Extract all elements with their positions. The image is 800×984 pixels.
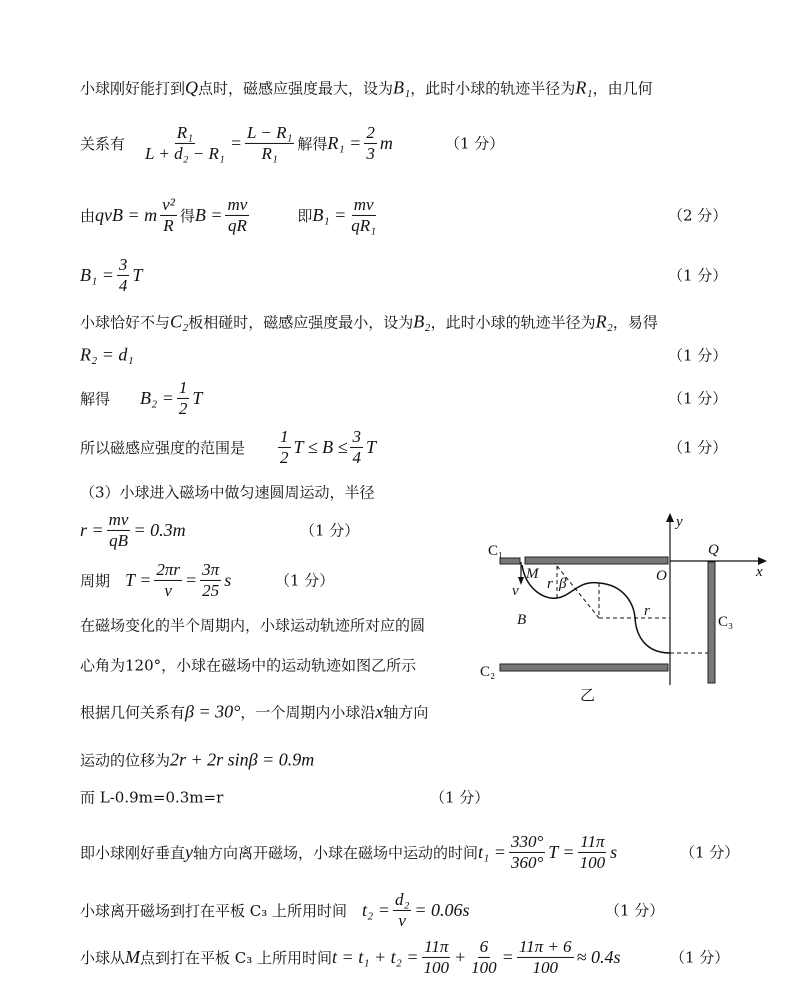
math-expression: M [125,946,141,967]
text-line [80,787,223,808]
text-line [80,123,393,163]
score-label: （2 分） [668,206,728,225]
fraction [160,195,177,235]
text-segment: 点时，磁感应强度最大，设为 [198,79,394,98]
label-m: M [526,566,539,582]
fraction-denominator: 4 [118,275,128,295]
math-expression: T = [548,841,575,862]
fraction-denominator: v [164,580,172,600]
figure-caption: 乙 [580,688,596,704]
fraction-numerator: 3 [118,254,128,274]
math-expression: qvB = m [95,204,158,225]
fraction [350,427,363,467]
fraction-denominator: L + d₂ − R₁ [145,143,225,163]
fraction-numerator: 3π [202,559,220,579]
fraction-numerator: 2πr [156,559,180,579]
math-expression: = 0.3m [133,519,186,540]
score-label: （1 分） [668,438,728,457]
math-expression: B₂ = [140,387,174,408]
math-expression: y [185,841,194,862]
text-segment: 板相碰时，磁感应强度最小，设为 [188,313,414,332]
text-line [80,937,620,977]
fraction-numerator: mv [353,194,374,214]
text-segment: 即 [252,206,313,225]
text-segment: 得 [179,206,195,225]
fraction-numerator: d₂ [394,889,410,909]
score-label: （1 分） [670,948,730,967]
fraction-numerator: 6 [479,936,489,956]
math-expression: B₂ [413,311,431,332]
text-line [80,750,314,771]
text-line [80,427,376,467]
fraction [107,510,131,550]
fraction-denominator: qR₁ [351,215,377,235]
math-expression: R₁ = [327,132,362,153]
fraction [177,378,190,418]
fraction-denominator: 100 [423,957,450,977]
text-segment: ，由几何 [592,79,653,98]
score-label: （1 分） [668,346,728,365]
fraction-denominator: 2 [178,398,188,418]
text-line [80,345,134,366]
math-expression: + [454,946,467,967]
text-segment: ，此时小球的轨迹半径为 [410,79,576,98]
fraction-numerator: mv [227,194,248,214]
fraction-denominator: 4 [352,447,361,467]
fraction [509,832,545,872]
text-segment: 关系有 [80,134,141,153]
math-expression: = [229,132,242,153]
fraction-denominator: 360° [510,852,544,872]
fraction-numerator: R₁ [176,122,194,142]
text-segment: 在磁场变化的半个周期内，小球运动轨迹所对应的圆 [80,616,426,635]
math-expression: R₁ [575,77,593,98]
fraction-numerator: 3 [352,426,361,446]
text-segment: 点到打在平板 C₃ 上所用时间 [140,948,333,967]
text-line [80,615,425,636]
math-expression: R₂ [595,311,613,332]
text-segment: 小球恰好不与 [80,313,171,332]
fraction-denominator: 100 [579,852,606,872]
math-expression: = [501,946,514,967]
plate-c3 [708,562,715,683]
label-v: v [512,583,519,599]
text-line [80,482,375,503]
fraction [278,427,291,467]
text-line [80,195,381,235]
text-line [80,378,202,418]
math-expression: = 0.06s [414,899,470,920]
label-c2: C₂ [480,664,496,680]
fraction [143,123,227,163]
label-c3: C₃ [718,614,734,630]
text-line [80,655,416,676]
math-expression: s [610,841,618,862]
score-label: （1 分） [275,571,335,590]
text-segment: ，此时小球的轨迹半径为 [430,313,596,332]
fraction [154,560,182,600]
fraction [469,937,499,977]
fraction-numerator: v² [162,194,175,214]
score-label: （1 分） [300,521,360,540]
text-segment: （3）小球进入磁场中做匀速圆周运动，半径 [80,483,375,502]
math-expression: m [379,132,393,153]
text-segment: ，一个周期内小球沿 [240,703,376,722]
fraction [364,123,377,163]
math-expression: B₁ [393,77,411,98]
text-segment: 解得 [80,389,141,408]
fraction-denominator: R [163,215,174,235]
label-x: x [756,564,763,580]
label-beta: β [559,576,567,592]
text-line [80,560,231,600]
score-label: （1 分） [430,788,490,807]
label-y: y [676,514,683,530]
math-expression: R₂ = d₁ [80,344,134,365]
fraction-numerator: 1 [280,426,289,446]
score-label: （1 分） [445,134,505,153]
fraction [200,560,221,600]
text-line [80,890,470,930]
fraction [245,123,294,163]
math-expression: = [185,569,198,590]
fraction [117,255,130,295]
text-segment: 由 [80,206,96,225]
text-segment: 运动的位移为 [80,751,171,770]
text-segment: ，易得 [612,313,658,332]
fraction-denominator: qB [109,530,129,550]
text-line [80,312,658,333]
fraction-denominator: 100 [471,957,497,977]
fraction-numerator: 11π + 6 [518,936,572,956]
fraction [225,195,249,235]
label-q: Q [708,542,719,558]
math-expression: T [192,387,203,408]
text-segment: 轴方向离开磁场，小球在磁场中运动的时间 [193,843,479,862]
math-expression: T ≤ B ≤ [293,436,348,457]
fraction-denominator: v [398,910,406,930]
math-expression: t₁ = [478,841,506,862]
text-segment: 小球刚好能打到 [80,79,186,98]
text-segment: 心角为120°，小球在磁场中的运动轨迹如图乙所示 [80,656,417,675]
text-segment: 而 L-0.9m=0.3m=r [80,788,224,807]
label-r1: r [547,576,553,592]
fraction-denominator: 25 [202,580,220,600]
math-expression: t = t₁ + t₂ = [332,946,419,967]
score-label: （1 分） [668,389,728,408]
math-expression: Q [185,77,199,98]
math-expression: C₂ [170,311,189,332]
text-line [80,702,428,723]
fraction-numerator: 11π [580,831,605,851]
text-segment: 小球离开磁场到打在平板 C₃ 上所用时间 [80,901,363,920]
math-expression: 2r + 2r sinβ = 0.9m [170,749,315,770]
plate-c1 [525,557,668,564]
score-label: （1 分） [668,266,728,285]
fraction [578,832,608,872]
text-segment: 解得 [297,134,328,153]
label-r2: r [644,603,650,619]
math-expression: B = [194,204,223,225]
math-expression: T = [125,569,152,590]
text-segment: 轴方向 [383,703,429,722]
fraction [517,937,574,977]
score-label: （1 分） [605,901,665,920]
fraction-denominator: 100 [532,957,558,977]
fraction-denominator: R₁ [261,143,278,163]
fraction [422,937,452,977]
text-line [80,255,142,295]
fraction [349,195,378,235]
plate-c2 [500,664,668,671]
math-expression: ≈ 0.4s [576,946,621,967]
math-expression: T [132,264,143,285]
score-label: （1 分） [680,843,740,862]
fraction-numerator: mv [108,509,129,529]
text-line [80,832,617,872]
fraction-denominator: 2 [280,447,289,467]
fraction-denominator: 3 [366,143,375,163]
math-expression: s [224,569,232,590]
fraction [393,890,411,930]
fraction-numerator: 1 [178,377,188,397]
math-expression: B₁ = [312,204,347,225]
text-line [80,78,653,99]
text-segment: 所以磁感应强度的范围是 [80,438,276,457]
text-segment: 即小球刚好垂直 [80,843,186,862]
math-expression: β = 30° [185,701,241,722]
fraction-numerator: 330° [510,831,544,851]
fraction-denominator: qR [227,215,247,235]
text-line [80,510,186,550]
math-expression: r = [80,519,104,540]
label-c1: C₁ [488,543,504,559]
math-expression: x [375,701,384,722]
math-expression: T [365,436,376,457]
text-segment: 周期 [80,571,126,590]
label-origin: O [656,568,667,584]
fraction-numerator: L − R₁ [246,122,293,142]
text-segment: 小球从 [80,948,126,967]
label-b: B [517,612,527,628]
text-segment: 根据几何关系有 [80,703,186,722]
math-expression: t₂ = [362,899,390,920]
fraction-numerator: 2 [366,122,375,142]
math-expression: B₁ = [80,264,114,285]
trajectory-diagram [460,510,800,710]
fraction-numerator: 11π [424,936,449,956]
